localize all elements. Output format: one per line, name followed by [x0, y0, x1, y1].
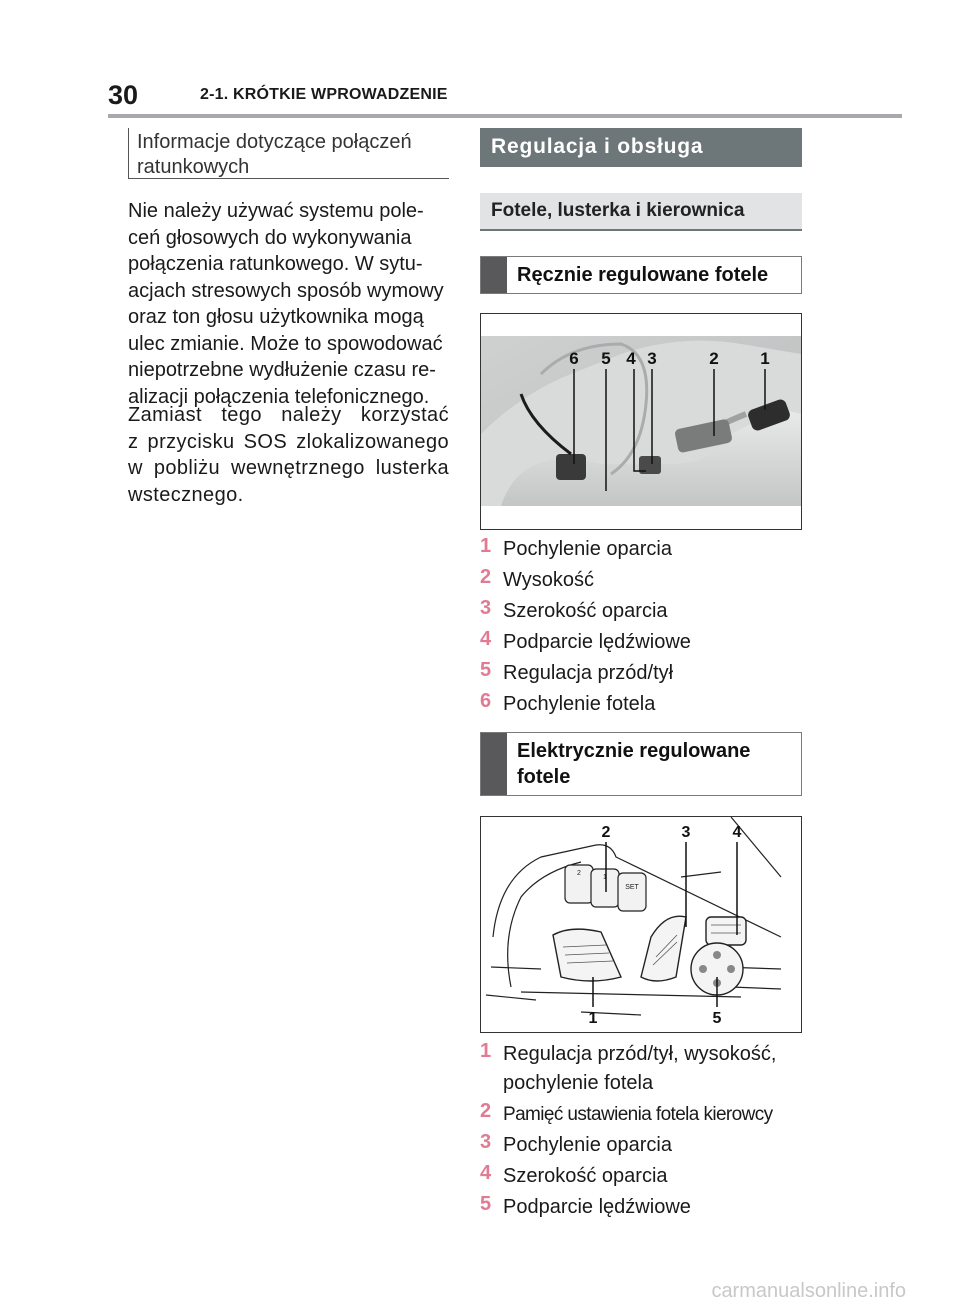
callout-label: 3 — [647, 349, 657, 368]
info-title-line: ratunkowych — [137, 156, 250, 178]
item-number: 5 — [480, 659, 492, 681]
text-line: wstecznego. — [128, 483, 244, 506]
heading-bar — [481, 257, 507, 293]
callout-label: 4 — [626, 349, 636, 368]
manual-seat-illustration — [481, 314, 801, 529]
item-text: Podparcie lędźwiowe — [503, 631, 691, 653]
callout-label: 5 — [712, 1010, 722, 1027]
manual-seat-figure — [480, 313, 802, 530]
item-text: Regulacja przód/tył — [503, 662, 674, 684]
callout-label: 2 — [709, 349, 719, 368]
callout-label: 6 — [569, 349, 579, 368]
page-number: 30 — [108, 80, 139, 110]
item-number: 1 — [480, 535, 492, 557]
text-line: acjach stresowych sposób wymowy — [128, 279, 444, 302]
main-heading-text: Regulacja i obsługa — [491, 135, 704, 158]
text-line: ulec zmianie. Może to spowodować — [128, 332, 443, 355]
paragraph-sos-button — [128, 402, 449, 508]
section-title: 2-1. KRÓTKIE WPROWADZENIE — [200, 86, 448, 103]
item-number: 1 — [480, 1040, 492, 1062]
item-text: Pochylenie fotela — [503, 693, 656, 715]
callout-label: 1 — [760, 349, 770, 368]
heading-line: fotele — [517, 766, 571, 788]
memory-button-label: 1 — [603, 874, 607, 881]
callout-label: 1 — [588, 1010, 598, 1027]
sub-heading — [480, 193, 802, 231]
electric-seat-figure — [480, 816, 802, 1033]
info-title-line: Informacje dotyczące połączeń — [137, 131, 412, 153]
text-line: niepotrzebne wydłużenie czasu re- — [128, 359, 436, 381]
item-number: 3 — [480, 1131, 492, 1153]
item-text-line: Regulacja przód/tył, wysokość, — [503, 1043, 777, 1065]
heading-bar — [481, 733, 507, 795]
item-text: Wysokość — [503, 569, 594, 591]
electric-seats-heading-text — [517, 738, 750, 790]
heading-line: Elektrycznie regulowane — [517, 740, 751, 762]
callout-label: 3 — [681, 824, 691, 841]
text-line: ceń głosowych do wykonywania — [128, 226, 412, 249]
item-text: Szerokość oparcia — [503, 1165, 668, 1187]
item-text-line: pochylenie fotela — [503, 1072, 654, 1094]
electric-items-list — [480, 1040, 810, 1220]
item-number: 2 — [480, 1100, 492, 1122]
set-button-label: SET — [625, 884, 639, 891]
item-text: Podparcie lędźwiowe — [503, 1196, 691, 1218]
item-text: Szerokość oparcia — [503, 600, 668, 622]
item-number: 5 — [480, 1193, 492, 1215]
manual-seats-heading-text: Ręcznie regulowane fotele — [517, 264, 769, 286]
item-text: Pochylenie oparcia — [503, 538, 672, 560]
sub-heading-text: Fotele, lusterka i kierownica — [491, 200, 745, 221]
item-number: 3 — [480, 597, 492, 619]
memory-button-label: 2 — [577, 870, 581, 877]
manual-seats-heading — [480, 256, 802, 294]
item-number: 2 — [480, 566, 492, 588]
header-rule — [108, 114, 902, 118]
electric-seats-heading — [480, 732, 802, 796]
item-text: Pamięć ustawienia fotela kierowcy — [503, 1104, 773, 1125]
text-line: z przycisku SOS zlokalizowanego — [128, 430, 449, 453]
item-number: 6 — [480, 690, 492, 712]
item-text: Pochylenie oparcia — [503, 1134, 672, 1156]
item-number: 4 — [480, 628, 492, 650]
info-box-title — [137, 130, 447, 180]
callout-label: 5 — [601, 349, 611, 368]
manual-items-list — [480, 535, 810, 725]
electric-seat-illustration — [481, 817, 801, 1032]
text-line: połączenia ratunkowego. W sytu- — [128, 253, 423, 275]
text-line: Zamiast tego należy korzystać — [128, 404, 449, 426]
text-line: w pobliżu wewnętrznego lusterka — [128, 457, 449, 479]
callout-label: 4 — [732, 824, 742, 841]
watermark: carmanualsonline.info — [711, 1280, 906, 1302]
paragraph-emergency-call — [128, 198, 449, 410]
main-heading — [480, 128, 802, 167]
item-number: 4 — [480, 1162, 492, 1184]
text-line: Nie należy używać systemu pole- — [128, 200, 424, 222]
callout-label: 2 — [601, 824, 611, 841]
text-line: oraz ton głosu użytkownika mogą — [128, 306, 424, 328]
item-text — [503, 1040, 803, 1098]
text-line: alizacji połączenia telefonicznego. — [128, 385, 430, 408]
